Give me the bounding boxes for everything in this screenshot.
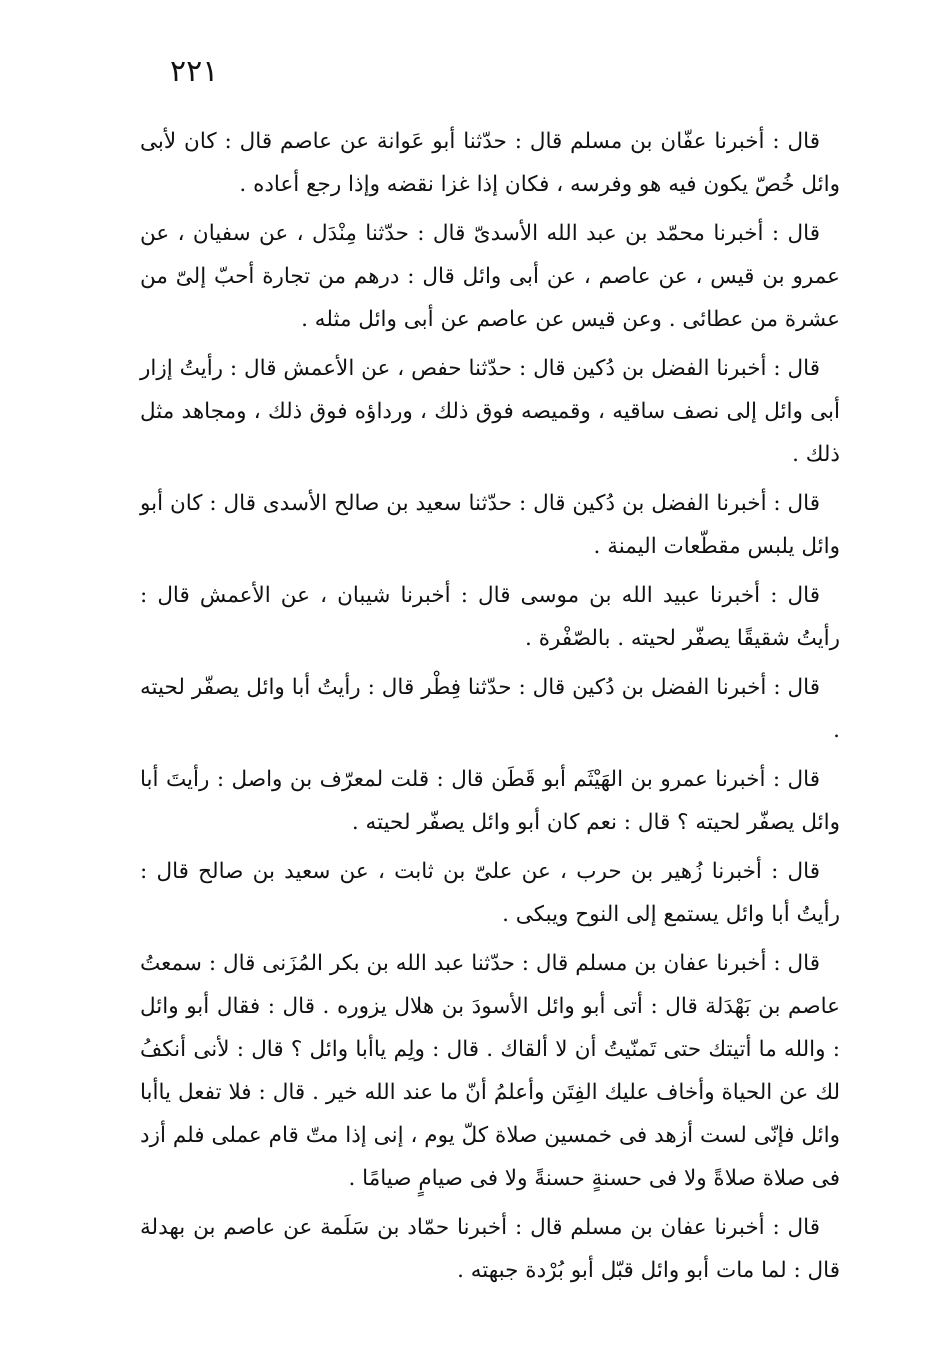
paragraph: قال : أخبرنا زُهير بن حرب ، عن علىّ بن ثابت ، عن سعيد بن صالح قال : رأيتُ أبا وائل يستمع إلى النوح ويبكى .	[140, 859, 840, 927]
paragraph: قال : أخبرنا عبيد الله بن موسى قال : أخبرنا شيبان ، عن الأعمش قال : رأيتُ شقيقًا يصفّر لحيته . بالصّفْرة .	[140, 583, 840, 651]
paragraph: قال : أخبرنا عفان بن مسلم قال : حدّثنا عبد الله بن بكر المُزَنى قال : سمعتُ عاصم بن بَهْدَلة قال : أتى أبو وائل الأسودَ بن هلال يزوره . قال : فقال أبو وائل : والله ما أتيتك حتى تَمنّيتُ أن لا ألقاك . قال : ولِم ياأبا وائل ؟ قال : لأنى أنكفُ لك عن الحياة وأخاف عليك الفِتَن وأعلمُ أنّ ما عند الله خير . قال : فلا تفعل ياأبا وائل فإنّى لست أزهد فى خمسين صلاة كلّ يوم ، إنى إذا متّ قام عملى فلم أزد فى صلاة صلاةً ولا فى حسنةٍ حسنةً ولا فى صيامٍ صيامًا .	[140, 951, 840, 1191]
paragraph: قال : أخبرنا عفان بن مسلم قال : أخبرنا حمّاد بن سَلَمة عن عاصم بن بهدلة قال : لما مات أبو وائل قبّل أبو بُرْدة جبهته .	[140, 1215, 840, 1283]
page-number: ٢٢١	[170, 54, 219, 89]
paragraph: قال : أخبرنا عمرو بن الهَيْثَم أبو قَطَن قال : قلت لمعرّف بن واصل : رأيتَ أبا وائل يصفّر لحيته ؟ قال : نعم كان أبو وائل يصفّر لحيته .	[140, 767, 840, 835]
paragraph: قال : أخبرنا عفّان بن مسلم قال : حدّثنا أبو عَوانة عن عاصم قال : كان لأبى وائل خُصّ يكون فيه هو وفرسه ، فكان إذا غزا نقضه وإذا رجع أعاده .	[140, 129, 840, 197]
paragraph: قال : أخبرنا محمّد بن عبد الله الأسدىّ قال : حدّثنا مِنْدَل ، عن سفيان ، عن عمرو بن قيس ، عن عاصم ، عن أبى وائل قال : درهم من تجارة أحبّ إلىّ من عشرة من عطائى . وعن قيس عن عاصم عن أبى وائل مثله .	[140, 221, 840, 332]
body-text	[140, 120, 840, 1298]
paragraph: قال : أخبرنا الفضل بن دُكين قال : حدّثنا فِطْر قال : رأيتُ أبا وائل يصفّر لحيته .	[140, 675, 840, 743]
paragraph: قال : أخبرنا الفضل بن دُكين قال : حدّثنا سعيد بن صالح الأسدى قال : كان أبو وائل يلبس مقطّعات اليمنة .	[140, 491, 840, 559]
paragraph: قال : أخبرنا الفضل بن دُكين قال : حدّثنا حفص ، عن الأعمش قال : رأيتُ إزار أبى وائل إلى نصف ساقيه ، وقميصه فوق ذلك ، ورداؤه فوق ذلك ، ومجاهد مثل ذلك .	[140, 356, 840, 467]
